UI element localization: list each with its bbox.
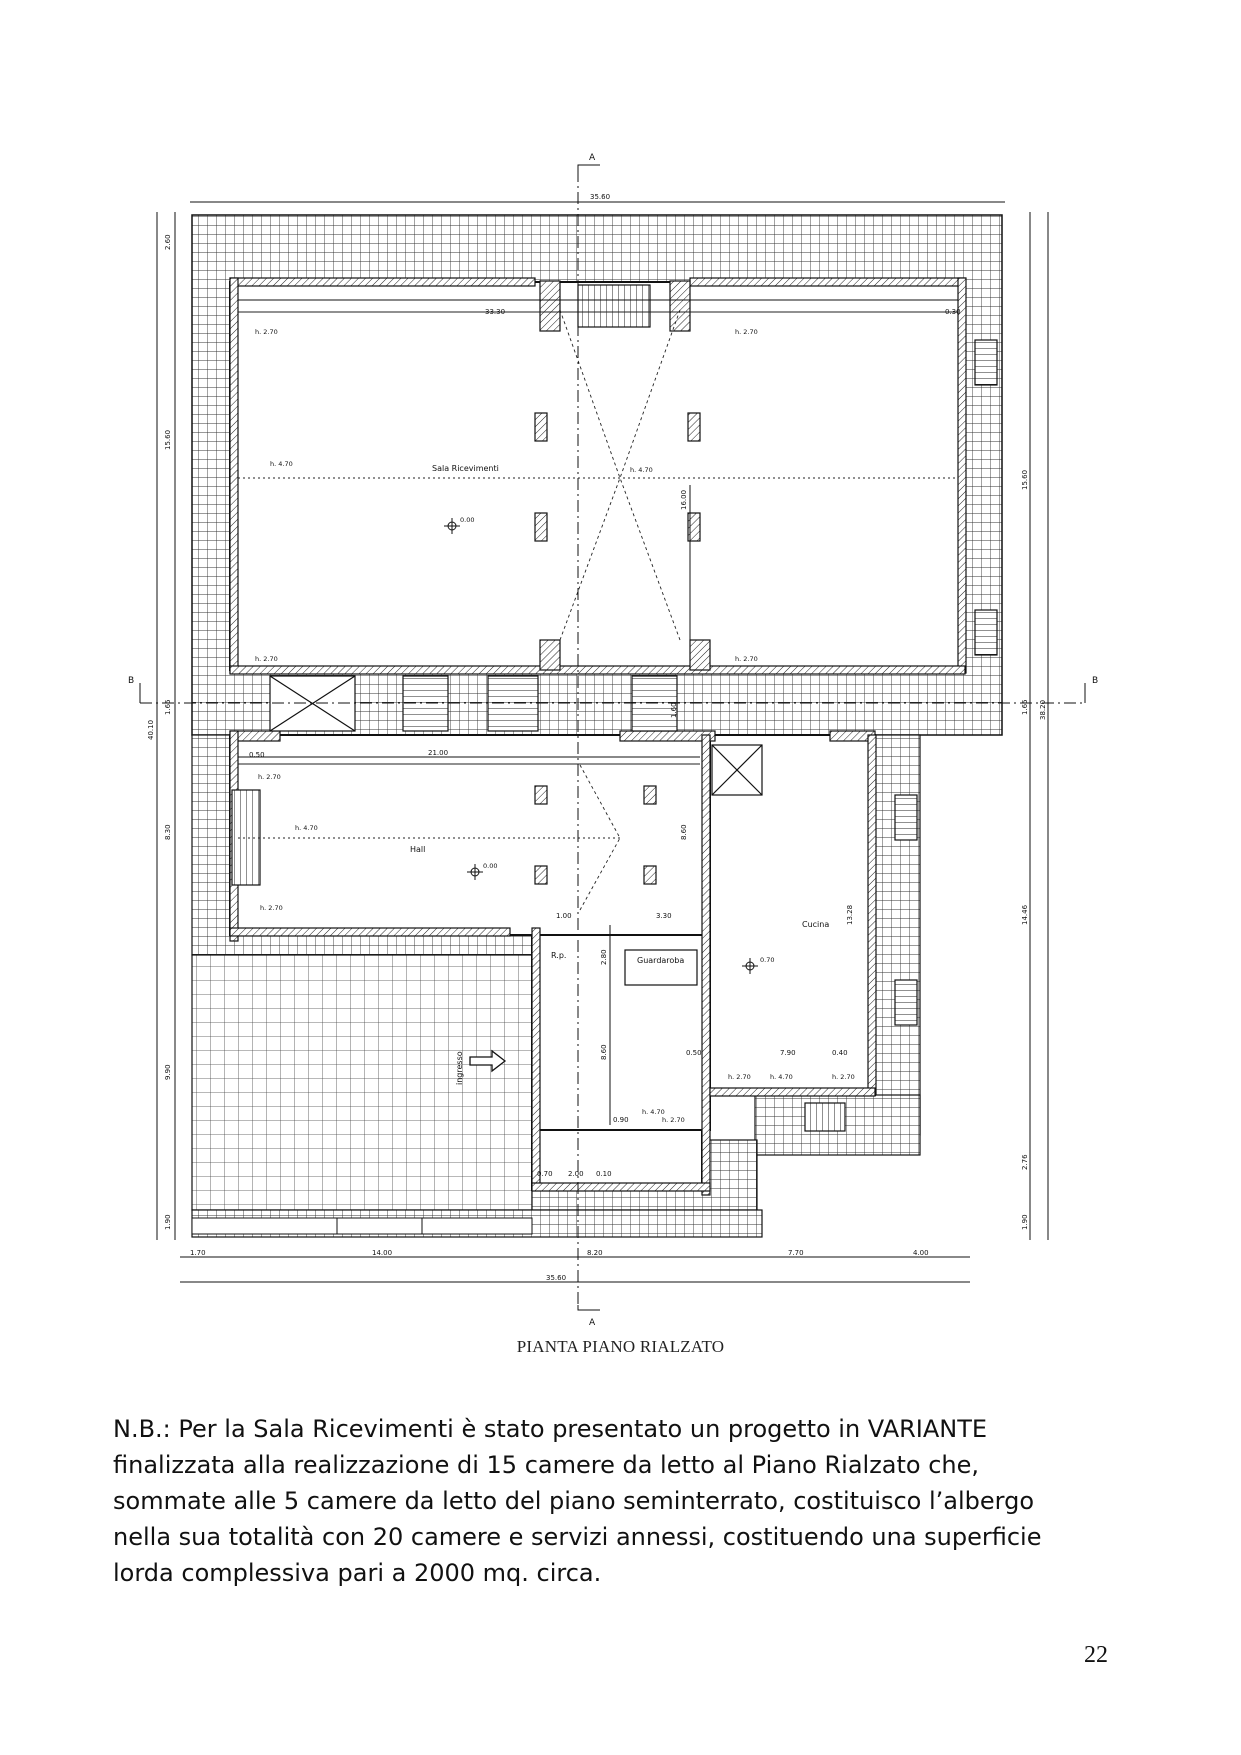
dim-bottom-5: 4.00	[913, 1249, 929, 1257]
room-label-guardaroba: Guardaroba	[637, 956, 685, 965]
dim-010: 0.10	[596, 1170, 612, 1178]
section-mark-a-top: A	[589, 153, 596, 163]
dim-200: 2.00	[568, 1170, 584, 1178]
dim-top-overall: 35.60	[590, 193, 611, 201]
dim-left-1: 2.60	[164, 234, 172, 250]
dim-right-1: 15.60	[1021, 469, 1029, 490]
dim-left-4: 8.30	[164, 824, 172, 840]
dim-right-2: 1.65	[1021, 699, 1029, 715]
height-label-sala-se: h. 2.70	[735, 655, 758, 663]
dim-050: 0.50	[249, 751, 265, 759]
dim-top-small: 0.30	[945, 308, 961, 316]
section-mark-b-left: B	[128, 676, 135, 686]
dim-bottom-1: 1.70	[190, 1249, 206, 1257]
height-label-hall-w: h. 4.70	[295, 824, 318, 832]
dim-left-6: 1.90	[164, 1214, 172, 1230]
dim-790: 7.90	[780, 1049, 796, 1057]
dim-040: 0.40	[832, 1049, 848, 1057]
dim-280: 2.80	[600, 949, 608, 965]
note-line: nella sua totalità con 20 camere e servizi annessi, costituendo una superficie	[113, 1523, 1042, 1551]
room-label-rp: R.p.	[551, 951, 567, 960]
height-label-sala-w: h. 4.70	[270, 460, 293, 468]
room-label-sala-ricevimenti: Sala Ricevimenti	[432, 464, 499, 473]
height-label-hall-sw: h. 2.70	[260, 904, 283, 912]
note-line: sommate alle 5 camere da letto del piano seminterrato, costituisco l’albergo	[113, 1487, 1035, 1515]
drawing-caption: PIANTA PIANO RIALZATO	[516, 1337, 725, 1356]
dim-left-overall: 40.10	[147, 719, 155, 740]
height-label-kitchen-3: h. 2.70	[832, 1073, 855, 1081]
room-label-cucina: Cucina	[802, 920, 830, 929]
dim-160: 1.60	[670, 702, 678, 718]
height-label-kitchen-1: h. 2.70	[728, 1073, 751, 1081]
dim-bottom-overall: 35.60	[546, 1274, 567, 1282]
note-line: N.B.: Per la Sala Ricevimenti è stato presentato un progetto in VARIANTE	[113, 1415, 988, 1443]
dim-bottom-4: 7.70	[788, 1249, 804, 1257]
dim-100: 1.00	[556, 912, 572, 920]
dim-070: 0.70	[537, 1170, 553, 1178]
dim-860b: 8.60	[600, 1044, 608, 1060]
note-paragraph	[113, 1411, 1133, 1591]
height-label-kitchen-2: h. 4.70	[770, 1073, 793, 1081]
dim-bottom-3: 8.20	[587, 1249, 603, 1257]
height-label-sala-center: h. 4.70	[630, 466, 653, 474]
height-label-sala-ne: h. 2.70	[735, 328, 758, 336]
ramp-label: ingresso	[455, 1051, 464, 1085]
level-label-hall: 0.00	[483, 862, 498, 870]
height-label-sala-nw: h. 2.70	[255, 328, 278, 336]
section-mark-a-bottom: A	[589, 1318, 596, 1328]
dim-left-3: 1.65	[164, 699, 172, 715]
room-label-hall: Hall	[410, 845, 426, 854]
dim-right-overall: 38.20	[1039, 699, 1047, 720]
dim-bottom-2: 14.00	[372, 1249, 393, 1257]
height-label-sala-sw: h. 2.70	[255, 655, 278, 663]
height-label-hall-nw: h. 2.70	[258, 773, 281, 781]
dim-sala-depth: 16.00	[680, 489, 688, 510]
section-mark-b-right: B	[1092, 676, 1099, 686]
height-label-corridor-1: h. 4.70	[642, 1108, 665, 1116]
height-label-corridor-2: h. 2.70	[662, 1116, 685, 1124]
dim-top-inner: 33.30	[485, 308, 506, 316]
note-line: finalizzata alla realizzazione di 15 camere da letto al Piano Rialzato che,	[113, 1451, 980, 1479]
dim-left-2: 15.60	[164, 429, 172, 450]
dim-090: 0.90	[613, 1116, 629, 1124]
dim-330: 3.30	[656, 912, 672, 920]
page-number: 22	[1084, 1642, 1108, 1668]
dim-right-3: 14.46	[1021, 904, 1029, 925]
dim-hall-width: 21.00	[428, 749, 449, 757]
dim-left-5: 9.90	[164, 1064, 172, 1080]
dim-860: 8.60	[680, 824, 688, 840]
level-label-kitchen: 0.70	[760, 956, 775, 964]
note-line: lorda complessiva pari a 2000 mq. circa.	[113, 1559, 602, 1587]
level-label-sala: 0.00	[460, 516, 475, 524]
dim-right-4: 2.76	[1021, 1154, 1029, 1170]
dim-right-5: 1.90	[1021, 1214, 1029, 1230]
dim-050b: 0.50	[686, 1049, 702, 1057]
dim-1328: 13.28	[846, 904, 854, 925]
